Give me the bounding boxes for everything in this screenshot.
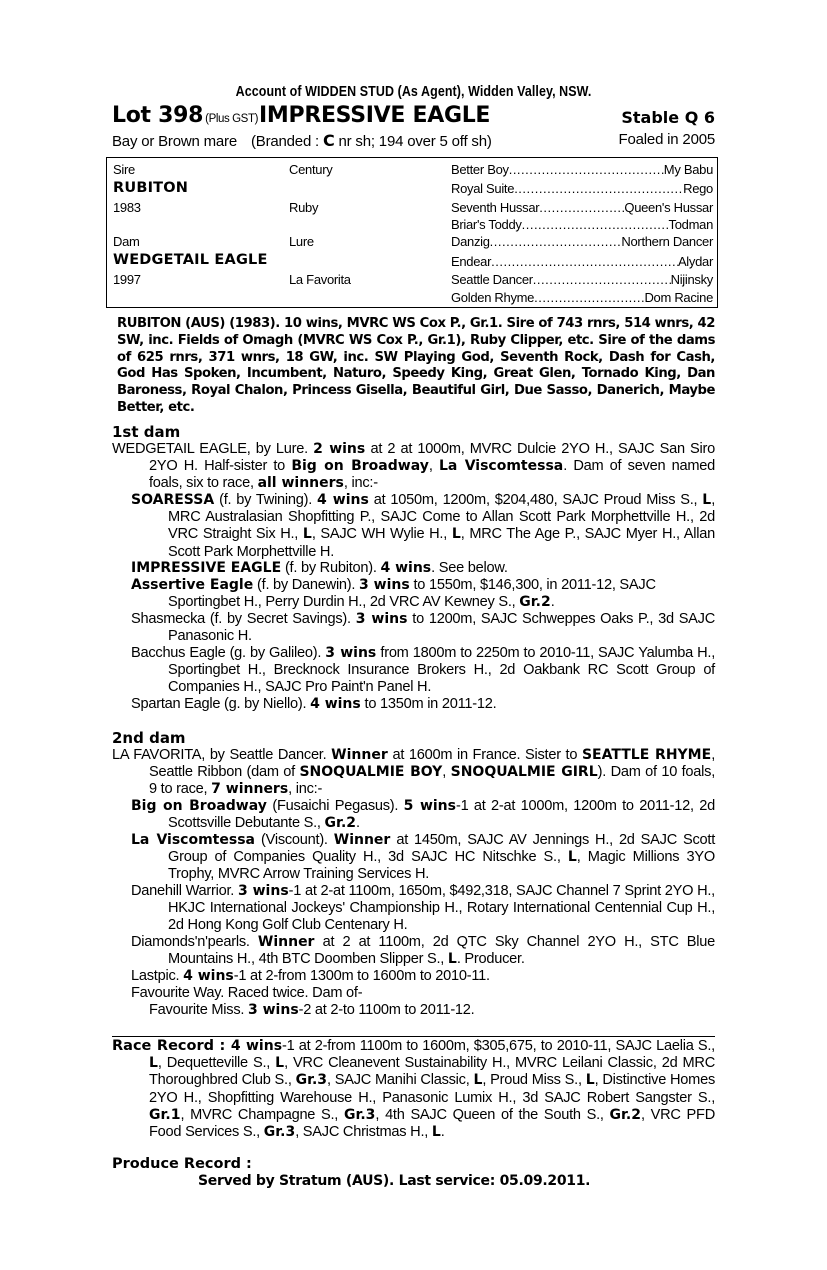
bold-text: Winner bbox=[333, 832, 391, 848]
progeny-name: Bacchus Eagle (g. by Galileo). bbox=[131, 645, 326, 661]
grandsire-paternal: Century bbox=[289, 162, 333, 177]
progeny-name: Danehill Warrior. bbox=[131, 883, 238, 899]
sire-name: RUBITON bbox=[113, 180, 189, 196]
dam-year: 1997 bbox=[113, 272, 141, 287]
bold-text: 5 wins bbox=[403, 798, 456, 814]
text: , Distinctive Homes 2YO H., Shopfitting Warehouse H., Panasonic Lumix H., 3d SAJC Robert Sangster S., bbox=[149, 1072, 715, 1106]
lot-heading bbox=[112, 103, 715, 129]
bold-text: 4 wins bbox=[230, 1038, 283, 1054]
pedigree-table bbox=[106, 157, 718, 308]
text: at 1600m in France. Sister to bbox=[387, 747, 582, 763]
text: , VRC Cleanevent Sustainability H., MVRC Leilani Classic, 2d MRC Thoroughbred Club S., bbox=[149, 1055, 715, 1089]
ggp-name: Briar's Toddy bbox=[451, 217, 522, 232]
bold-text: 3 wins bbox=[355, 611, 408, 627]
bold-text: 3 wins bbox=[359, 577, 410, 593]
text: at 2 at 1000m, MVRC Dulcie 2YO H., SAJC San Siro 2YO H. Half-sister to bbox=[149, 441, 715, 475]
sire-year: 1983 bbox=[113, 200, 141, 215]
brand-prefix: (Branded : bbox=[250, 133, 323, 150]
ggp-sire: Dom Racine bbox=[644, 290, 713, 305]
text: to 1200m, SAJC Schweppes Oaks P., 3d SAJC Panasonic H. bbox=[168, 611, 715, 645]
text: WEDGETAIL EAGLE, by Lure. bbox=[112, 441, 314, 457]
progeny-name: La Viscomtessa bbox=[131, 832, 255, 848]
great-grandparent-row bbox=[451, 162, 713, 177]
second-dam-intro bbox=[112, 747, 715, 799]
text: , Dequetteville S., bbox=[157, 1055, 276, 1072]
leader-dots bbox=[509, 162, 664, 177]
text: -2 at 2-to 1100m to 2011-12. bbox=[298, 1002, 475, 1018]
text: (Viscount). bbox=[254, 832, 334, 848]
sire-label: Sire bbox=[113, 162, 135, 177]
leader-dots bbox=[534, 290, 644, 305]
bold-text: SNOQUALMIE BOY bbox=[299, 764, 443, 781]
grade-badge: Gr.3 bbox=[343, 1106, 376, 1123]
progeny-name: Favourite Miss. bbox=[149, 1002, 248, 1018]
great-grandparent-row bbox=[451, 217, 713, 232]
text: to 1350m in 2011-12. bbox=[360, 696, 497, 712]
text: , inc:- bbox=[343, 475, 378, 492]
progeny-name: Favourite Way. Raced twice. Dam of- bbox=[131, 985, 363, 1001]
text: (f. by Danewin). bbox=[253, 577, 360, 593]
ggp-sire: My Babu bbox=[663, 162, 713, 177]
grandsire-maternal: Lure bbox=[289, 234, 314, 249]
leader-dots bbox=[490, 234, 622, 249]
grade-badge: Gr.1 bbox=[149, 1106, 181, 1123]
listed-badge: L bbox=[149, 1055, 158, 1072]
horse-name: IMPRESSIVE EAGLE bbox=[259, 103, 491, 128]
text: , VRC PFD Food Services S., bbox=[149, 1106, 715, 1141]
leader-dots bbox=[514, 181, 683, 196]
text: , MRC The Age P., SAJC Myer H., Allan Scott Park Morphettville H. bbox=[168, 526, 716, 560]
second-dam-heading: 2nd dam bbox=[112, 729, 186, 747]
progeny-entry bbox=[131, 883, 715, 935]
first-dam-intro bbox=[112, 441, 715, 493]
dam-name: WEDGETAIL EAGLE bbox=[113, 252, 268, 268]
bold-text: 3 wins bbox=[237, 883, 289, 899]
great-grandparent-row bbox=[451, 290, 713, 305]
gst-note: (Plus GST) bbox=[205, 113, 259, 125]
progeny-entry bbox=[131, 798, 715, 832]
bold-text: 2 wins bbox=[313, 441, 366, 457]
text: , MVRC Champagne S., bbox=[180, 1106, 344, 1123]
ggp-name: Endear bbox=[451, 254, 492, 269]
grade-badge: Gr.2 bbox=[609, 1106, 641, 1123]
text: , SAJC Christmas H., bbox=[295, 1124, 432, 1141]
horse-description bbox=[112, 131, 715, 150]
leader-dots bbox=[491, 254, 678, 269]
bold-text: 4 wins bbox=[380, 560, 432, 576]
ggp-sire: Alydar bbox=[677, 254, 713, 269]
leader-dots bbox=[533, 272, 671, 287]
section-divider bbox=[112, 1036, 715, 1037]
bold-text: 4 wins bbox=[317, 492, 369, 508]
great-grandparent-row bbox=[451, 234, 713, 249]
text: . bbox=[356, 815, 360, 832]
progeny-entry bbox=[131, 645, 715, 697]
race-record-label: Race Record : bbox=[112, 1038, 231, 1054]
listed-badge: L bbox=[702, 492, 712, 508]
grade-badge: Gr.3 bbox=[295, 1072, 328, 1089]
text: , 4th SAJC Queen of the South S., bbox=[375, 1106, 610, 1123]
progeny-entry bbox=[131, 560, 715, 577]
ggp-name: Better Boy bbox=[451, 162, 509, 177]
progeny-name: SOARESSA bbox=[131, 492, 215, 508]
progeny-name: Diamonds'n'pearls. bbox=[131, 934, 258, 950]
bold-text: SNOQUALMIE GIRL bbox=[450, 764, 598, 781]
granddam-paternal: Ruby bbox=[289, 200, 319, 215]
listed-badge: L bbox=[275, 1055, 285, 1072]
bold-text: Winner bbox=[257, 934, 315, 950]
text: , bbox=[428, 458, 439, 475]
progeny-entry bbox=[131, 492, 715, 561]
bold-text: La Viscomtessa bbox=[438, 458, 564, 475]
great-grandparent-row bbox=[451, 200, 713, 215]
text: . bbox=[440, 1124, 445, 1141]
great-grandparent-row bbox=[451, 181, 713, 196]
text: . bbox=[550, 594, 555, 611]
listed-badge: L bbox=[473, 1072, 483, 1089]
progeny-name: Assertive Eagle bbox=[131, 577, 254, 593]
bold-text: all winners bbox=[257, 475, 344, 492]
text: at 1050m, 1200m, $204,480, SAJC Proud Miss S., bbox=[368, 492, 703, 508]
text: (f. by Twining). bbox=[214, 492, 318, 508]
great-grandparent-row bbox=[451, 272, 713, 287]
grade-badge: Gr.3 bbox=[263, 1124, 296, 1141]
text: , SAJC Manihi Classic, bbox=[327, 1072, 474, 1089]
listed-badge: L bbox=[451, 526, 461, 543]
progeny-entry bbox=[131, 934, 715, 968]
ggp-sire: Todman bbox=[668, 217, 713, 232]
grade-badge: Gr.2 bbox=[324, 815, 357, 832]
stable-location: Stable Q 6 bbox=[621, 108, 715, 127]
bold-text: 3 wins bbox=[248, 1002, 299, 1018]
bold-text: 4 wins bbox=[310, 696, 361, 712]
listed-badge: L bbox=[447, 951, 457, 968]
lot-number: Lot 398 bbox=[112, 103, 204, 128]
ggp-name: Seventh Hussar bbox=[451, 200, 540, 215]
bold-text: SEATTLE RHYME bbox=[581, 747, 712, 763]
text: , MRC Australasian Shopfitting P., SAJC Come to Allan Scott Park Morphettville H., 2d VRC Straight Six H., bbox=[168, 492, 715, 543]
text: , bbox=[442, 764, 451, 781]
text: ). Dam of 10 foals, 9 to race, bbox=[149, 764, 715, 798]
bold-text: Winner bbox=[331, 747, 388, 763]
bold-text: Big on Broadway bbox=[291, 458, 429, 475]
brand-mark: C bbox=[323, 131, 335, 150]
text: , Seattle Ribbon (dam of bbox=[149, 747, 715, 781]
grade-badge: Gr.2 bbox=[519, 594, 551, 611]
text: LA FAVORITA, by Seattle Dancer. bbox=[112, 747, 332, 763]
text: from 1800m to 2250m to 2010-11, SAJC Yalumba H., Sportingbet H., Brecknock Insurance Brokers H., 2d Oakbank RC Scott Group of Companies H., SAJC Pro Paint'n Panel H. bbox=[168, 645, 716, 696]
ggp-name: Danzig bbox=[451, 234, 490, 249]
text: at 1450m, SAJC AV Jennings H., 2d SAJC Scott Group of Companies Quality H., 3d SAJC HC Nitschke S., bbox=[168, 832, 715, 866]
text: -1 at 2-from 1100m to 1600m, $305,675, to 2010-11, SAJC Laelia S., bbox=[282, 1038, 715, 1054]
great-grandparent-row bbox=[451, 254, 713, 269]
text: -1 at 2-at 1100m, 1650m, $492,318, SAJC Channel 7 Sprint 2YO H., HKJC International Jockeys' Championship H., Rotary International Centennial Cup H., 2d Hong Kong Golf Club Centenary H. bbox=[168, 883, 715, 934]
bold-text: 4 wins bbox=[183, 968, 234, 984]
progeny-entry bbox=[149, 1002, 715, 1019]
listed-badge: L bbox=[302, 526, 312, 543]
text: . Dam of seven named foals, six to race, bbox=[149, 458, 716, 492]
progeny-entry bbox=[131, 985, 715, 1002]
first-dam-heading: 1st dam bbox=[112, 423, 181, 441]
dam-label: Dam bbox=[113, 234, 140, 249]
ggp-name: Royal Suite bbox=[451, 181, 515, 196]
text: , inc:- bbox=[288, 781, 323, 798]
brand-info bbox=[251, 133, 492, 150]
bold-text: 7 winners bbox=[211, 781, 289, 798]
listed-badge: L bbox=[585, 1072, 595, 1089]
progeny-name: IMPRESSIVE EAGLE bbox=[131, 560, 282, 576]
text: , Magic Millions 3YO Trophy, MVRC Arrow Training Services H. bbox=[168, 849, 715, 883]
text: , SAJC WH Wylie H., bbox=[311, 526, 452, 543]
leader-dots bbox=[539, 200, 624, 215]
granddam-maternal: La Favorita bbox=[289, 272, 351, 287]
service-info: Served by Stratum (AUS). Last service: 05.09.2011. bbox=[198, 1173, 591, 1189]
progeny-entry bbox=[131, 832, 715, 884]
ggp-name: Golden Rhyme bbox=[451, 290, 535, 305]
text: (f. by Rubiton). bbox=[281, 560, 381, 576]
ggp-sire: Queen's Hussar bbox=[624, 200, 713, 215]
text: . See below. bbox=[431, 560, 508, 576]
ggp-name: Seattle Dancer bbox=[451, 272, 533, 287]
vendor-account: Account of WIDDEN STUD (As Agent), Widden Valley, NSW. bbox=[235, 84, 592, 100]
leader-dots bbox=[522, 217, 669, 232]
race-record bbox=[112, 1038, 715, 1141]
progeny-name: Shasmecka (f. by Secret Savings). bbox=[131, 611, 356, 627]
text: -1 at 2-at 1000m, 1200m to 2011-12, 2d Scottsville Debutante S., bbox=[168, 798, 715, 832]
text: (Fusaichi Pegasus). bbox=[266, 798, 404, 814]
progeny-entry bbox=[131, 696, 715, 713]
colour-sex: Bay or Brown mare bbox=[112, 133, 237, 150]
ggp-sire: Rego bbox=[683, 181, 713, 196]
produce-record-label: Produce Record : bbox=[112, 1156, 252, 1172]
sire-summary: RUBITON (AUS) (1983). 10 wins, MVRC WS Cox P., Gr.1. Sire of 743 rnrs, 514 wnrs, 42 SW, inc. Fields of Omagh (MVRC WS Cox P., Gr.1), Ruby Clipper, etc. Sire of the dams of 625 rnrs, 371 wnrs, 18 GW, inc. SW Playing God, Seventh Rock, Dash for Cash, God Has Spoken, Incumbent, Naturo, Speedy King, Great Glen, Tornado King, Dan Baroness, Royal Chalon, Princess Gisella, Beautiful Girl, Due Sasso, Danerich, Maybe Better, etc. bbox=[117, 316, 715, 415]
progeny-name: Big on Broadway bbox=[131, 798, 267, 814]
progeny-entry bbox=[131, 577, 715, 611]
progeny-entry bbox=[131, 611, 715, 645]
listed-badge: L bbox=[567, 849, 577, 866]
ggp-sire: Northern Dancer bbox=[621, 234, 713, 249]
ggp-sire: Nijinsky bbox=[670, 272, 713, 287]
foaled-year: Foaled in 2005 bbox=[618, 131, 715, 148]
progeny-entry bbox=[131, 968, 715, 985]
text: . Producer. bbox=[456, 951, 525, 968]
text: to 1550m, $146,300, in 2011-12, SAJC Sportingbet H., Perry Durdin H., 2d VRC AV Kewney S., bbox=[168, 577, 656, 611]
text: -1 at 2-from 1300m to 1600m to 2010-11. bbox=[233, 968, 490, 984]
text: , Proud Miss S., bbox=[482, 1072, 586, 1089]
text: at 2 at 1100m, 2d QTC Sky Channel 2YO H., STC Blue Mountains H., 4th BTC Doomben Slipper S., bbox=[168, 934, 716, 968]
progeny-name: Lastpic. bbox=[131, 968, 184, 984]
brand-suffix: nr sh; 194 over 5 off sh) bbox=[334, 133, 492, 150]
progeny-name: Spartan Eagle (g. by Niello). bbox=[131, 696, 311, 712]
bold-text: 3 wins bbox=[325, 645, 377, 661]
listed-badge: L bbox=[431, 1124, 441, 1141]
